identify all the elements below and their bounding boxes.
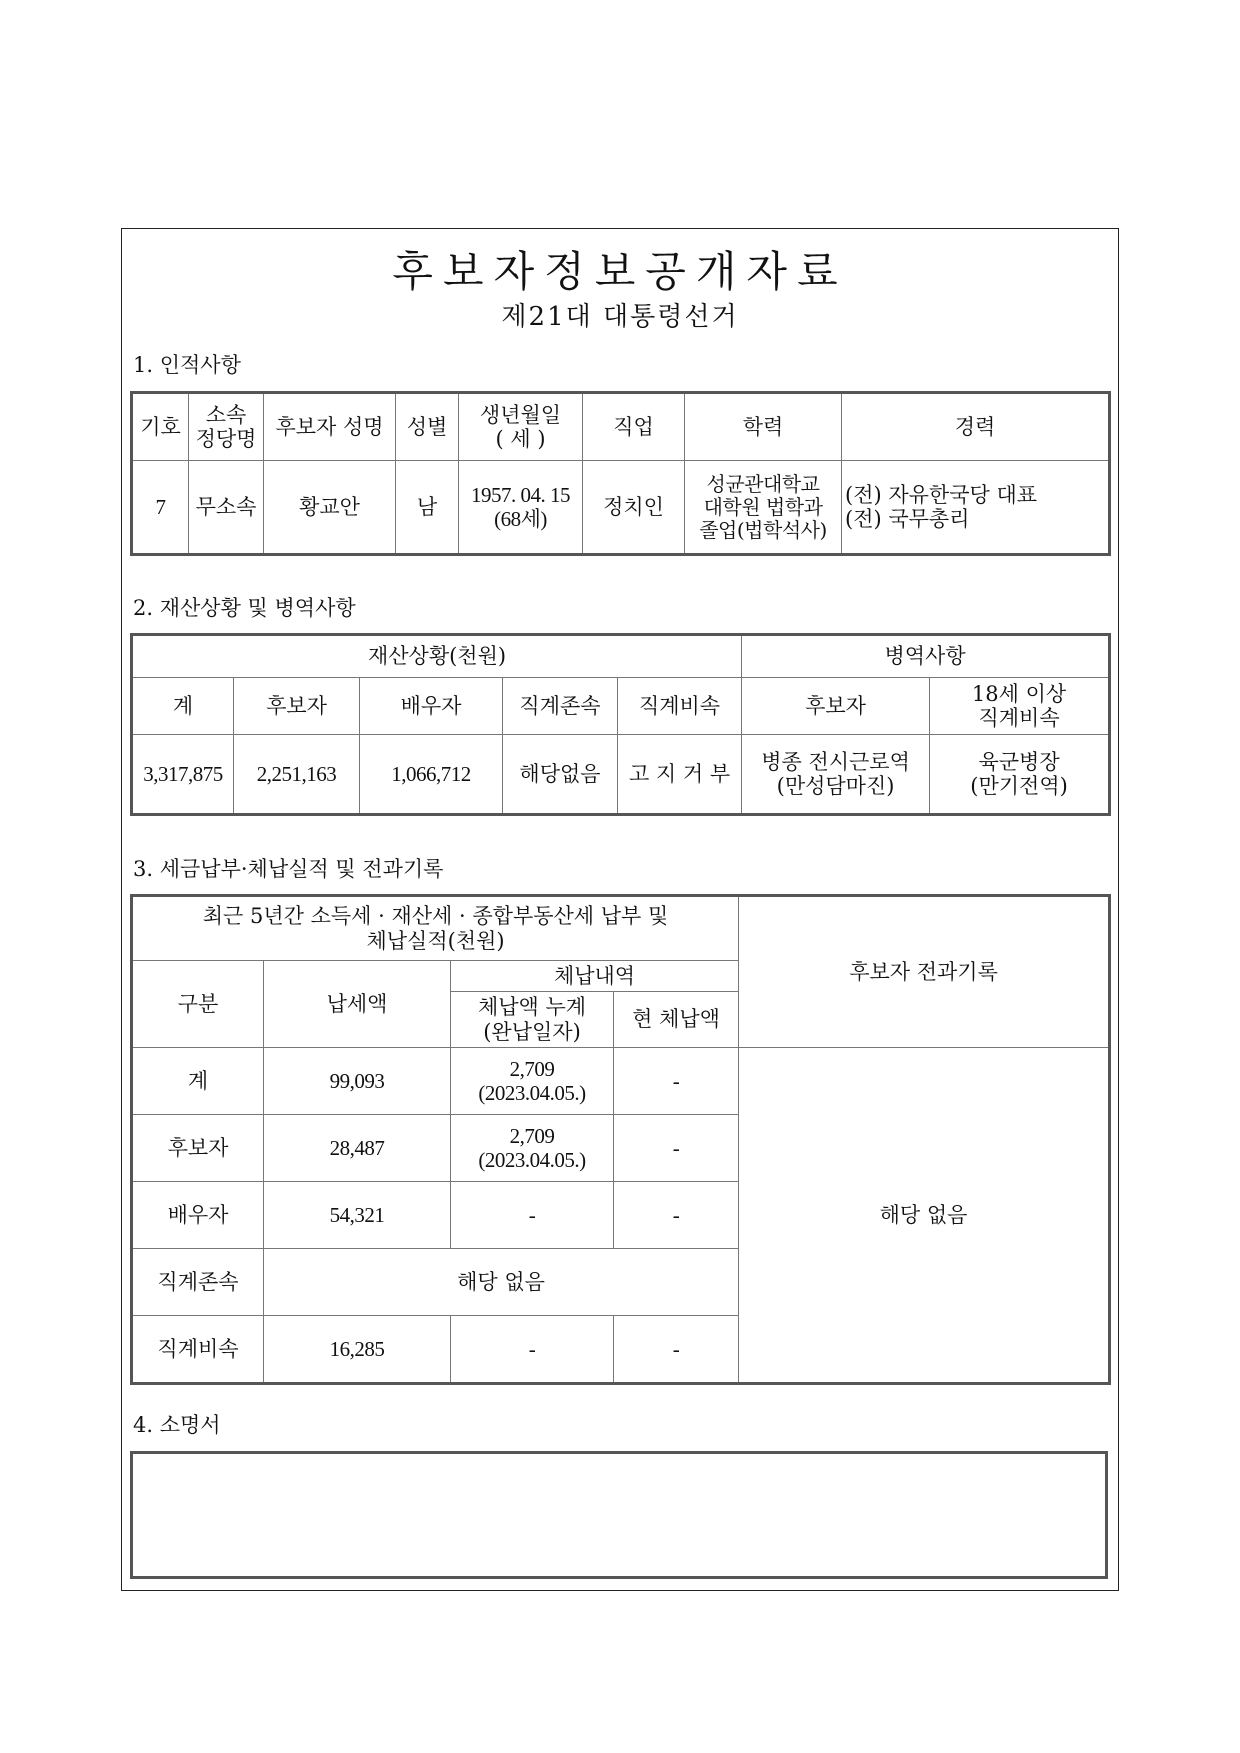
candidate-number: 7 [132,461,189,555]
header-job: 직업 [583,393,685,461]
row-label: 직계존속 [132,1249,264,1316]
header-number: 기호 [132,393,189,461]
row-current: - [614,1182,739,1249]
header-descendant: 직계비속 [618,678,742,735]
row-merged-value: 해당 없음 [264,1249,739,1316]
section2-heading: 2. 재산상황 및 병역사항 [133,596,356,620]
criminal-record-value: 해당 없음 [739,1048,1110,1384]
candidate-gender: 남 [396,461,459,555]
document-frame [121,228,1119,1591]
header-cumulative: 체납액 누계 (완납일자) [451,992,614,1048]
header-name: 후보자 성명 [264,393,396,461]
tax-criminal-table [130,894,1111,1385]
header-mil-candidate: 후보자 [742,678,930,735]
header-category: 구분 [132,961,264,1048]
row-cumulative: 2,709 (2023.04.05.) [451,1048,614,1115]
military-descendant: 육군병장 (만기전역) [930,735,1110,815]
header-ascendant: 직계존속 [503,678,618,735]
row-paid: 16,285 [264,1316,451,1384]
row-current: - [614,1316,739,1384]
header-total: 계 [132,678,234,735]
candidate-job: 정치인 [583,461,685,555]
section3-heading: 3. 세금납부·체납실적 및 전과기록 [133,857,444,881]
statement-box [130,1451,1108,1579]
row-paid: 28,487 [264,1115,451,1182]
tax-header: 최근 5년간 소득세 · 재산세 · 종합부동산세 납부 및 체납실적(천원) [132,896,739,961]
property-descendant: 고 지 거 부 [618,735,742,815]
personal-info-table [130,391,1111,556]
header-candidate: 후보자 [234,678,360,735]
criminal-header: 후보자 전과기록 [739,896,1110,1048]
header-career: 경력 [842,393,1110,461]
candidate-birth: 1957. 04. 15 (68세) [459,461,583,555]
row-label: 후보자 [132,1115,264,1182]
candidate-party: 무소속 [189,461,264,555]
header-paid: 납세액 [264,961,451,1048]
property-military-table [130,633,1111,816]
section4-heading: 4. 소명서 [133,1413,221,1437]
row-cumulative: - [451,1316,614,1384]
header-party: 소속 정당명 [189,393,264,461]
property-ascendant: 해당없음 [503,735,618,815]
property-total: 3,317,875 [132,735,234,815]
header-mil-descendant: 18세 이상 직계비속 [930,678,1110,735]
row-current: - [614,1048,739,1115]
military-candidate: 병종 전시근로역 (만성담마진) [742,735,930,815]
property-candidate: 2,251,163 [234,735,360,815]
property-spouse: 1,066,712 [360,735,503,815]
header-spouse: 배우자 [360,678,503,735]
row-label: 직계비속 [132,1316,264,1384]
candidate-education: 성균관대학교 대학원 법학과 졸업(법학석사) [685,461,842,555]
header-birth: 생년월일 ( 세 ) [459,393,583,461]
property-header: 재산상황(천원) [132,635,742,678]
candidate-career: (전) 자유한국당 대표 (전) 국무총리 [842,461,1110,555]
document-title: 후보자정보공개자료 [392,247,848,296]
statement-content [132,1453,1107,1578]
header-arrears: 체납내역 [451,961,739,992]
header-gender: 성별 [396,393,459,461]
section1-heading: 1. 인적사항 [133,353,241,377]
row-cumulative: 2,709 (2023.04.05.) [451,1115,614,1182]
row-cumulative: - [451,1182,614,1249]
military-header: 병역사항 [742,635,1110,678]
row-label: 배우자 [132,1182,264,1249]
election-subtitle: 제21대 대통령선거 [501,302,739,332]
row-paid: 54,321 [264,1182,451,1249]
row-paid: 99,093 [264,1048,451,1115]
header-education: 학력 [685,393,842,461]
candidate-name: 황교안 [264,461,396,555]
row-current: - [614,1115,739,1182]
header-current: 현 체납액 [614,992,739,1048]
row-label: 계 [132,1048,264,1115]
